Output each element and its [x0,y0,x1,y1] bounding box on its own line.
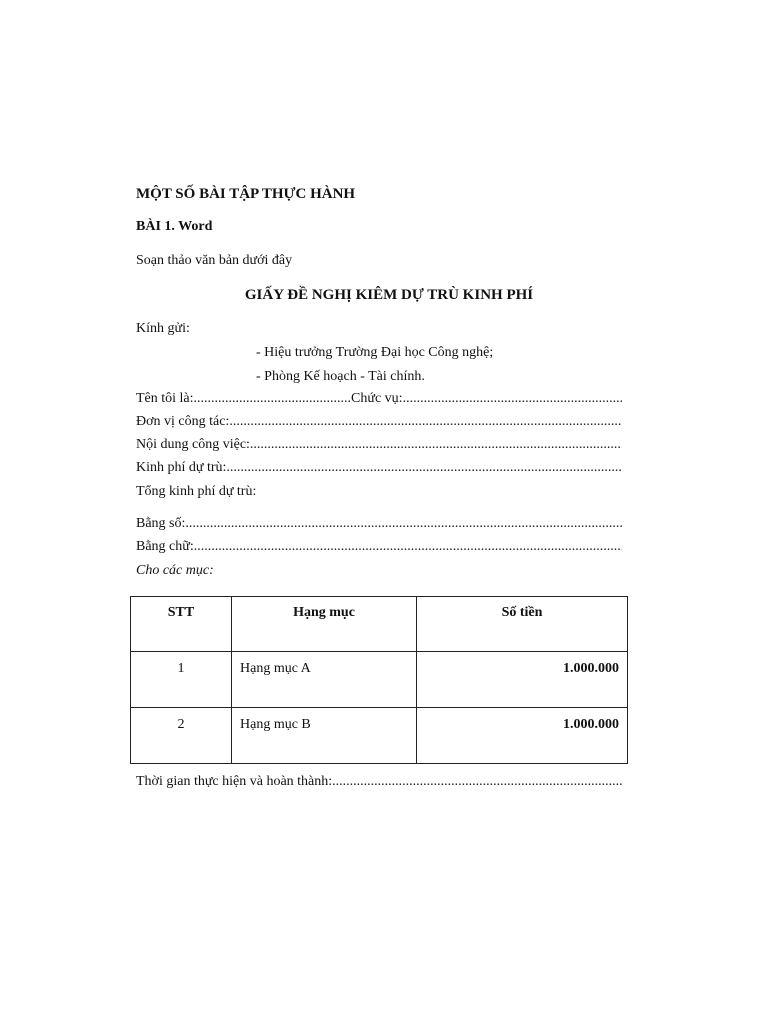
recipient-1: - Hiệu trưởng Trường Đại học Công nghệ; [256,345,494,360]
field-name-label: Tên tôi là: [136,391,194,406]
field-position-label: Chức vụ: [351,391,403,406]
field-name-position [136,391,622,407]
table-row [131,708,628,764]
for-items-label: Cho các mục: [136,563,214,578]
exercise-title: BÀI 1. Word [136,219,213,234]
field-in-words-label: Bằng chữ: [136,539,194,554]
header-item: Hạng mục [232,597,417,652]
field-timeline [136,774,622,790]
document-title: GIẤY ĐỀ NGHỊ KIÊM DỰ TRÙ KINH PHÍ [244,287,534,303]
field-budget [136,460,622,476]
field-in-numbers-label: Bằng số: [136,516,186,531]
field-content-dots [250,437,622,453]
field-in-words [136,539,622,555]
field-name-dots: ............................................. [193,391,352,406]
field-content [136,437,622,453]
header-stt: STT [131,597,232,652]
greeting: Kính gửi: [136,321,190,336]
table-header-row [131,597,628,652]
row-stt: 1 [131,652,232,708]
header-amount: Số tiền [417,597,628,652]
field-unit-dots [229,414,622,430]
recipient-2: - Phòng Kế hoạch - Tài chính. [256,369,425,384]
row-item: Hạng mục B [232,708,417,764]
row-amount: 1.000.000 [417,652,628,708]
instruction-text: Soạn thảo văn bản dưới đây [136,253,293,268]
field-budget-label: Kinh phí dự trù: [136,460,227,475]
field-unit [136,414,622,430]
field-in-numbers [136,516,622,532]
field-in-numbers-dots [185,516,622,532]
page-heading: MỘT SỐ BÀI TẬP THỰC HÀNH [136,186,356,202]
field-unit-label: Đơn vị công tác: [136,414,230,429]
budget-table [130,596,628,764]
row-amount: 1.000.000 [417,708,628,764]
field-total-label: Tổng kinh phí dự trù: [136,484,257,499]
field-in-words-dots [194,539,622,555]
field-timeline-dots [332,774,622,790]
field-content-label: Nội dung công việc: [136,437,250,452]
row-item: Hạng mục A [232,652,417,708]
field-timeline-label: Thời gian thực hiện và hoàn thành: [136,774,333,789]
table-row [131,652,628,708]
field-position-dots [403,391,622,407]
row-stt: 2 [131,708,232,764]
field-budget-dots [226,460,622,476]
